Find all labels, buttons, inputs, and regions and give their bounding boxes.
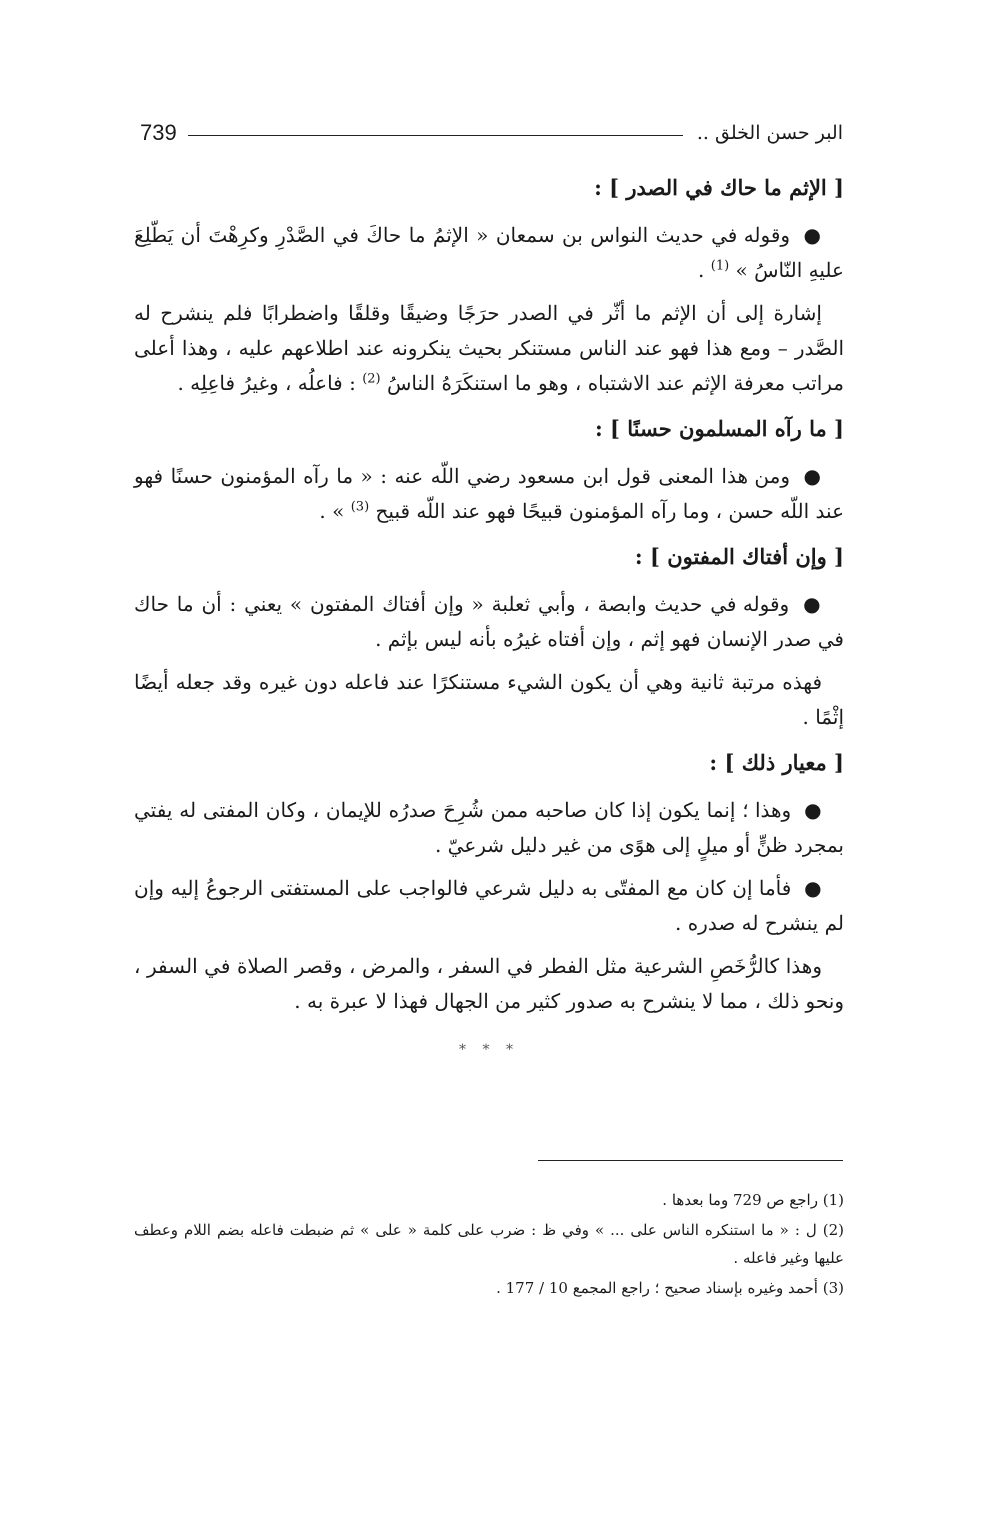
page-number: 739 xyxy=(140,120,177,145)
paragraph-text: وقوله في حديث وابصة ، وأبي ثعلبة « وإن أفتاك المفتون » يعني : أن ما حاك في صدر الإنسان فهو إثم ، وإن أفتاه غيرُه بأنه ليس بإثم . xyxy=(134,592,844,651)
header-rule xyxy=(188,135,683,136)
footnote-ref: (3) xyxy=(350,499,370,515)
paragraph: فهذه مرتبة ثانية وهي أن يكون الشيء مستنكرًا عند فاعله دون غيره وقد جعله أيضًا إثْمًا . xyxy=(134,670,844,729)
bullet-icon: ● xyxy=(804,876,822,900)
running-header xyxy=(140,118,843,152)
paragraph xyxy=(134,871,844,941)
section-heading: [ الإثم ما حاك في الصدر ] : xyxy=(594,175,844,200)
paragraph-text: وقوله في حديث النواس بن سمعان « الإثمُ ما حاكَ في الصَّدْرِ وكرِهْتَ أن يَطّلِعَ عليهِ النّاسُ » xyxy=(134,223,844,282)
paragraph: وهذا كالرُّخَصِ الشرعية مثل الفطر في السفر ، والمرض ، وقصر الصلاة في السفر ، ونحو ذلك ، مما لا ينشرح به صدور كثير من الجهال فهذا لا عبرة به . xyxy=(134,954,844,1013)
footnote-ref: (2) xyxy=(362,371,381,387)
paragraph-text: ومن هذا المعنى قول ابن مسعود رضي اللّه عنه : « ما رآه المؤمنون حسنًا فهو عند اللّه حسن ، وما رآه المؤمنون قبيحًا فهو عند اللّه قبيح xyxy=(134,464,844,523)
bullet-icon: ● xyxy=(803,592,823,616)
paragraph xyxy=(134,459,844,529)
footnote-ref: (1) xyxy=(710,258,730,274)
footnote: (3) أحمد وغيره بإسناد صحيح ؛ راجع المجمع 10 / 177 . xyxy=(496,1279,844,1297)
footnote: (2) ل : « ما استنكره الناس على ... » وفي ظ : ضرب على كلمة « على » ثم ضبطت فاعله بضم اللام وعطف عليها وغير فاعله . xyxy=(134,1221,844,1267)
section-heading: [ وإن أفتاك المفتون ] : xyxy=(634,544,844,569)
paragraph-end: . xyxy=(698,258,705,282)
footnotes xyxy=(134,1186,844,1304)
paragraph-end: » . xyxy=(319,499,345,523)
running-title: البر حسن الخلق .. xyxy=(696,122,843,144)
bullet-icon: ● xyxy=(803,464,823,488)
paragraph-text: وهذا ؛ إنما يكون إذا كان صاحبه ممن شُرِحَ صدرُه للإيمان ، وكان المفتى له يفتي بمجرد ظنٍّ أو ميلٍ إلى هوًى من غير دليل شرعيّ . xyxy=(134,798,844,857)
paragraph xyxy=(134,587,844,657)
footnote: (1) راجع ص 729 وما بعدها . xyxy=(662,1191,844,1209)
paragraph-text: فأما إن كان مع المفتّى به دليل شرعي فالواجب على المستفتى الرجوعُ إليه وإن لم ينشرح له صدره . xyxy=(134,876,844,935)
bullet-icon: ● xyxy=(803,223,822,247)
paragraph-text: إشارة إلى أن الإثم ما أثّر في الصدر حرَجًا وضيقًا وقلقًا واضطرابًا فلم ينشرح له الصَّدر – ومع هذا فهو عند الناس مستنكر بحيث ينكرونه عند اطلاعهم عليه ، وهذا أعلى مراتب معرفة الإثم عند الاشتباه ، وهو ما استنكَرَهُ الناسُ xyxy=(134,301,844,395)
body-text xyxy=(134,168,844,1068)
section-heading: [ ما رآه المسلمون حسنًا ] : xyxy=(594,416,844,441)
section-heading: [ معيار ذلك ] : xyxy=(709,750,844,775)
paragraph xyxy=(134,296,844,401)
bullet-icon: ● xyxy=(804,798,823,822)
paragraph xyxy=(134,218,844,288)
footnote-rule xyxy=(538,1160,843,1161)
paragraph xyxy=(134,793,844,863)
section-divider-stars: * * * xyxy=(459,1042,519,1058)
paragraph-end: : فاعلُه ، وغيرُ فاعِلِه . xyxy=(177,371,356,395)
